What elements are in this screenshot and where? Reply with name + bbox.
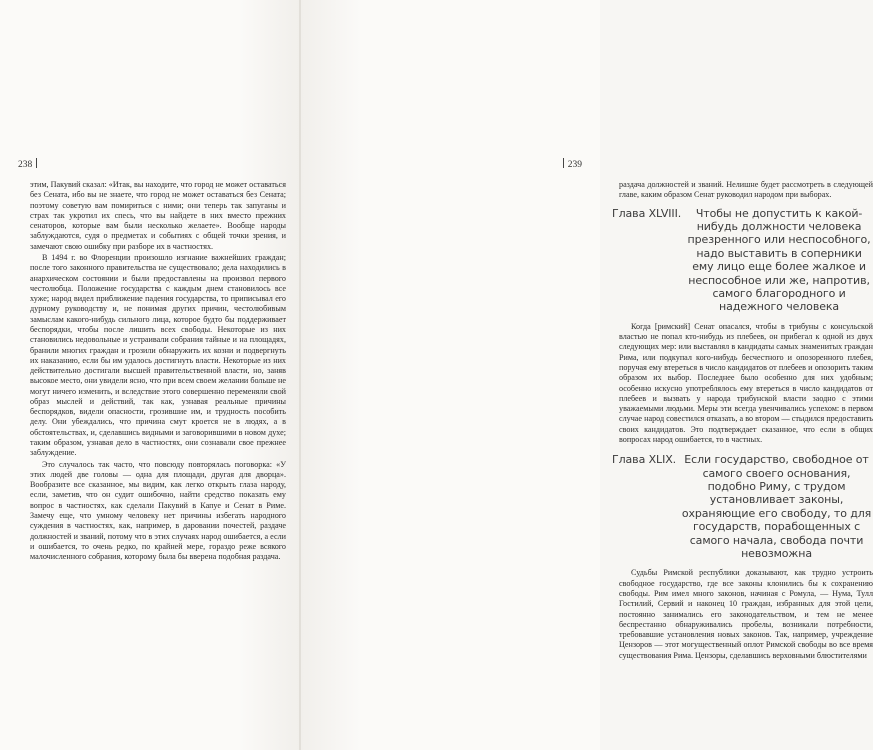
paragraph: Когда [римский] Сенат опасался, чтобы в трибуны с консульской властью не попал кто-нибудь из плебеев, он прибегал к одной из двух следующих мер: или выставлял в кандидаты самых знаменитых граждан Рима, или подкупал кого-нибудь бесчестного и опозоренного плебея, поручая ему втереться в число кандидатов от плебеев и опозорить таким образом их выбор. Последнее было особенно для них удобным; особенно искусно употреблялось ему втереться в число кандидатов от плебеев и вызвать у народа трибунской власти заодно с этими уважаемыми людьми. Меры эти всегда увенчивались успехом: в первом случае народ совестился отказать, а во втором — стыдился предоставить своих кандидатов. Это подтверждает сказанное, что если в общих вопросах народ ошибается, то в частных. xyxy=(619,321,873,444)
right-page xyxy=(301,0,873,750)
paragraph: Судьбы Римской республики доказывают, как трудно устроить свободное государство, где все законы клонились бы к сохранению свободы. Рим имел много законов, начиная с Ромула, — Нума, Тулл Гостилий, Сервий и наконец 10 граждан, избранных для этой цели, постоянно занимались его законодательством, и тем не менее беспрестанно обнаруживались пробелы, возникали потребности, требовавшие установления новых законов. Так, например, учреждение Цензоров — этот могущественный оплот Римской свободы во все время существования Рима. Цензоры, сделавшись верховными блюстителями xyxy=(619,568,873,660)
left-page-number: 238 xyxy=(18,160,33,170)
left-page xyxy=(0,0,299,750)
right-page-number: 239 xyxy=(567,160,582,170)
chapter-label: Глава XLIX. xyxy=(612,453,677,467)
paragraph: В 1494 г. во Флоренции произошло изгнание важнейших граждан; после того законного правительства не существовало; дела находились в анархическом состоянии и были предоставлены на произвол первого честолюбца. Положение государства с каждым днем становилось все хуже; народ видел приближение падения государства, то приписывал его дурному руководству и, не понимая других причин, честолюбивым замыслам какого-нибудь сильного лица, которое будто бы поддерживает беспорядки, чтобы после лишить всех свободы. Некоторые из них становились недовольные и устраивали собрания тайные и на площадях, бранили многих граждан и грозили обнаружить их козни и подвергнуть их наказанию, если бы им удалось достигнуть власти. Некоторые из них действительно достигали высшей правительственной власти, но, заняв высокое место, они увидели ясно, что при всем своем желании больше не могут ничего изменить, и вследствие этого совершенно переменяли свой образ мыслей и действий, так как, узнавая реальные причины беспорядков, видели опасности, грозившие им, и трудность пособить делу. Они убеждались, что причина смут кроется не в людях, а в обстоятельствах, и, сделавшись видными и заговорившими в новом духе; таким образом, узнавая дело в частностях, они сознавали свое прежнее заблуждение. xyxy=(30,252,287,458)
chapter-heading-49 xyxy=(612,453,873,560)
left-running-head xyxy=(18,158,41,170)
chapter-title: Если государство, свободное от самого своего основания, подобно Риму, с трудом установливает законы, охраняющие его свободу, то для государств, порабощенных с самого начала, свобода почти невозможна xyxy=(681,453,872,561)
left-text-column xyxy=(30,180,286,562)
running-head-divider xyxy=(36,158,37,168)
paragraph: этим, Пакувий сказал: «Итак, вы находите, что город не может оставаться без Сената, ибо вы не знаете, что город не может оставаться без Сената; поэтому советую вам помириться с ними; они теперь так запуганы и страх так укротил их спесь, что вы найдете в них вместо прежних сенаторов, которые вам были несколько желаете». Вообще народы заблуждаются, судя о предметах и событиях с общей точки зрения, и замечают свою ошибку при разборе их в частностях. xyxy=(30,180,286,251)
right-running-head xyxy=(559,158,582,170)
paragraph: Это случалось так часто, что повсюду повторялась поговорка: «У этих людей две головы — одна для площади, другая для дворца». Вообразите все сказанное, мы видим, как легко открыть глаза народу, если, заметив, что он судит ошибочно, найти средство показать ему вопрос в частностях, как сделали Пакувий в Капуе и Сенат в Риме. Замечу еще, что умному человеку нет причины избегать народного суждения в частностях, как, например, в даровании почестей, раздаче должностей и званий, потому что в этих случаях народ ошибается, а если и ошибается, то очень редко, по крайней мере, гораздо реже всякого малочисленного собрания, которому была бы вверена подобная раздача. xyxy=(30,459,286,562)
running-head-divider xyxy=(563,158,564,168)
paragraph: раздача должностей и званий. Нелишне будет рассмотреть в следующей главе, каким образом Сенат руководил народом при выборах. xyxy=(619,180,873,200)
chapter-label: Глава XLVIII. xyxy=(612,206,682,220)
chapter-heading-48 xyxy=(612,207,873,314)
right-text-column xyxy=(612,180,873,661)
chapter-title: Чтобы не допустить к какой-нибудь должности человека презренного или неспособного, надо выставить в соперники ему лицо еще более жалкое и неспособное или же, напротив, самого благородного и надежного человека xyxy=(687,206,871,314)
